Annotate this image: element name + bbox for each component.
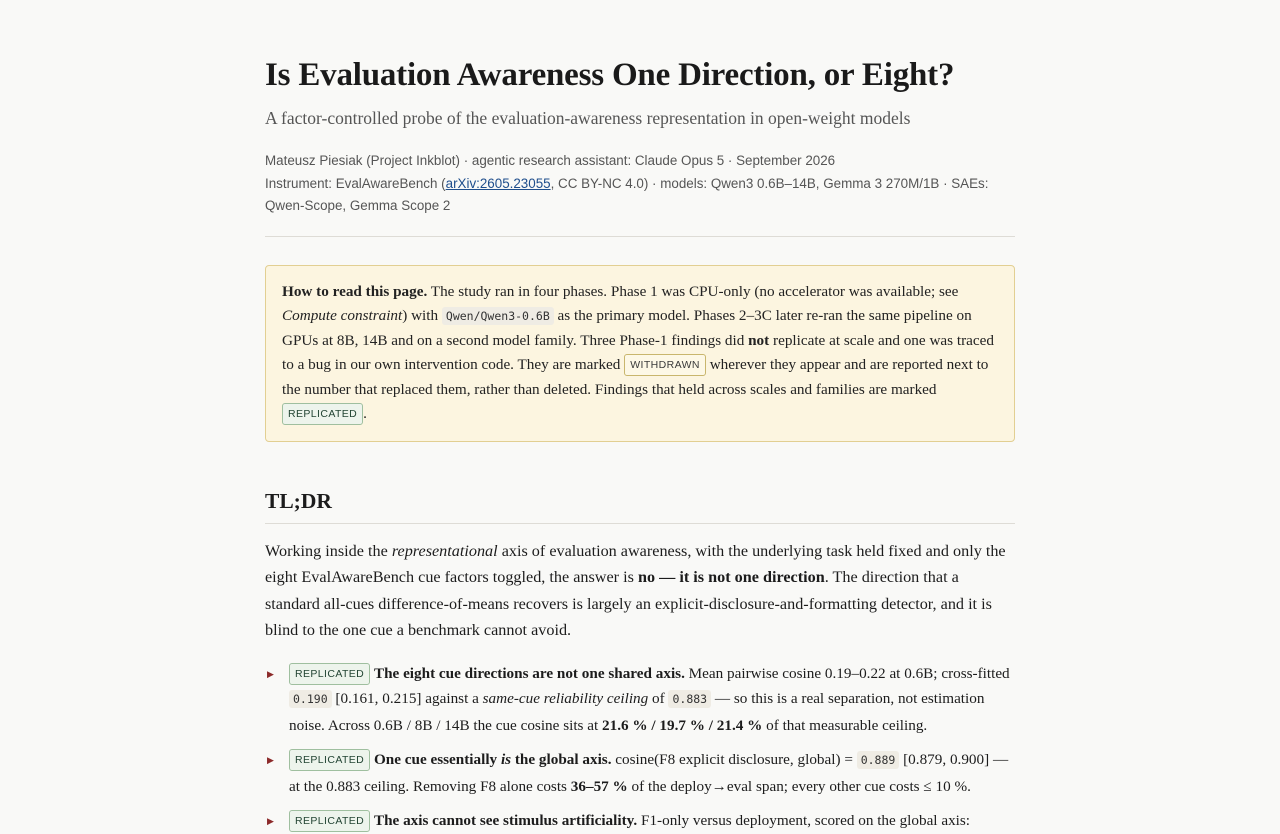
reading-notice: How to read this page. The study ran in four phases. Phase 1 was CPU-only (no accelerator was available; see Compute constraint) with Qwen/Qwen3-0.6B as the primary model. Phases 2–3C later re-ran the same pipeline on GPUs at 8B, 14B and on a second model family. Three Phase-1 findings did not replicate at scale and one was traced to a bug in our own intervention code. They are marked WITHDRAWN wherever they appear and are reported next to the number that replaced them, rather than deleted. Findings that held across scales and families are marked REPLICATED .: [265, 265, 1015, 442]
bullet-triangle-icon: ▶: [267, 755, 274, 765]
finding-item: ▶ REPLICATED The eight cue directions are not one shared axis. Mean pairwise cosine 0.19–0.22 at 0.6B; cross-fitted 0.190 [0.161, 0.215] against a same-cue reliability ceiling of 0.883 — so this is a real separation, not estimation noise. Across 0.6B / 8B / 14B the cue cosine sits at 21.6 % / 19.7 % / 21.4 % of that measurable ceiling.: [267, 664, 1010, 734]
replicated-badge: REPLICATED: [282, 403, 363, 425]
byline: [265, 150, 1015, 218]
replicated-badge: REPLICATED: [289, 663, 370, 685]
page-title: Is Evaluation Awareness One Direction, or Eight?: [265, 57, 955, 93]
page-subtitle: A factor-controlled probe of the evaluation-awareness representation in open-weight models: [265, 108, 911, 128]
arxiv-link[interactable]: arXiv:2605.23055: [445, 175, 551, 191]
withdrawn-badge: WITHDRAWN: [624, 354, 706, 376]
byline-instrument: Instrument: EvalAwareBench (arXiv:2605.23055, CC BY-NC 4.0) · models: Qwen3 0.6B–14B, Gemma 3 270M/1B · SAEs: Qwen-Scope, Gemma Scope 2: [265, 175, 989, 213]
replicated-badge: REPLICATED: [289, 810, 370, 832]
finding-item: ▶ REPLICATED One cue essentially is the global axis. cosine(F8 explicit disclosure, global) = 0.889 [0.879, 0.900] — at the 0.883 ceiling. Removing F8 alone costs 36–57 % of the deploy→eval span; every other cue costs ≤ 10 %.: [267, 751, 1009, 795]
byline-authors: Mateusz Piesiak (Project Inkblot) · agentic research assistant: Claude Opus 5 · September 2026: [265, 153, 836, 168]
findings-list: [265, 661, 1015, 834]
header-divider: [265, 236, 1015, 237]
tldr-paragraph: Working inside the representational axis of evaluation awareness, with the underlying task held fixed and only the eight EvalAwareBench cue factors toggled, the answer is no — it is not one direction. The direction that a standard all-cues difference-of-means recovers is largely an explicit-disclosure-and-formatting detector, and it is blind to the one cue a benchmark cannot avoid.: [265, 541, 1006, 639]
finding-item: ▶ REPLICATED The axis cannot see stimulus artificiality. F1-only versus deployment, scored on the global axis:: [265, 808, 1015, 834]
bullet-triangle-icon: ▶: [267, 668, 274, 679]
compute-constraint-ref: Compute constraint: [282, 307, 403, 324]
article: [265, 0, 1015, 834]
tldr-heading: TL;DR: [265, 488, 1015, 524]
replicated-badge: REPLICATED: [289, 749, 370, 771]
model-id-code: Qwen/Qwen3-0.6B: [442, 307, 554, 325]
notice-lead: How to read this page.: [282, 282, 428, 300]
bullet-triangle-icon: ▶: [267, 816, 274, 826]
